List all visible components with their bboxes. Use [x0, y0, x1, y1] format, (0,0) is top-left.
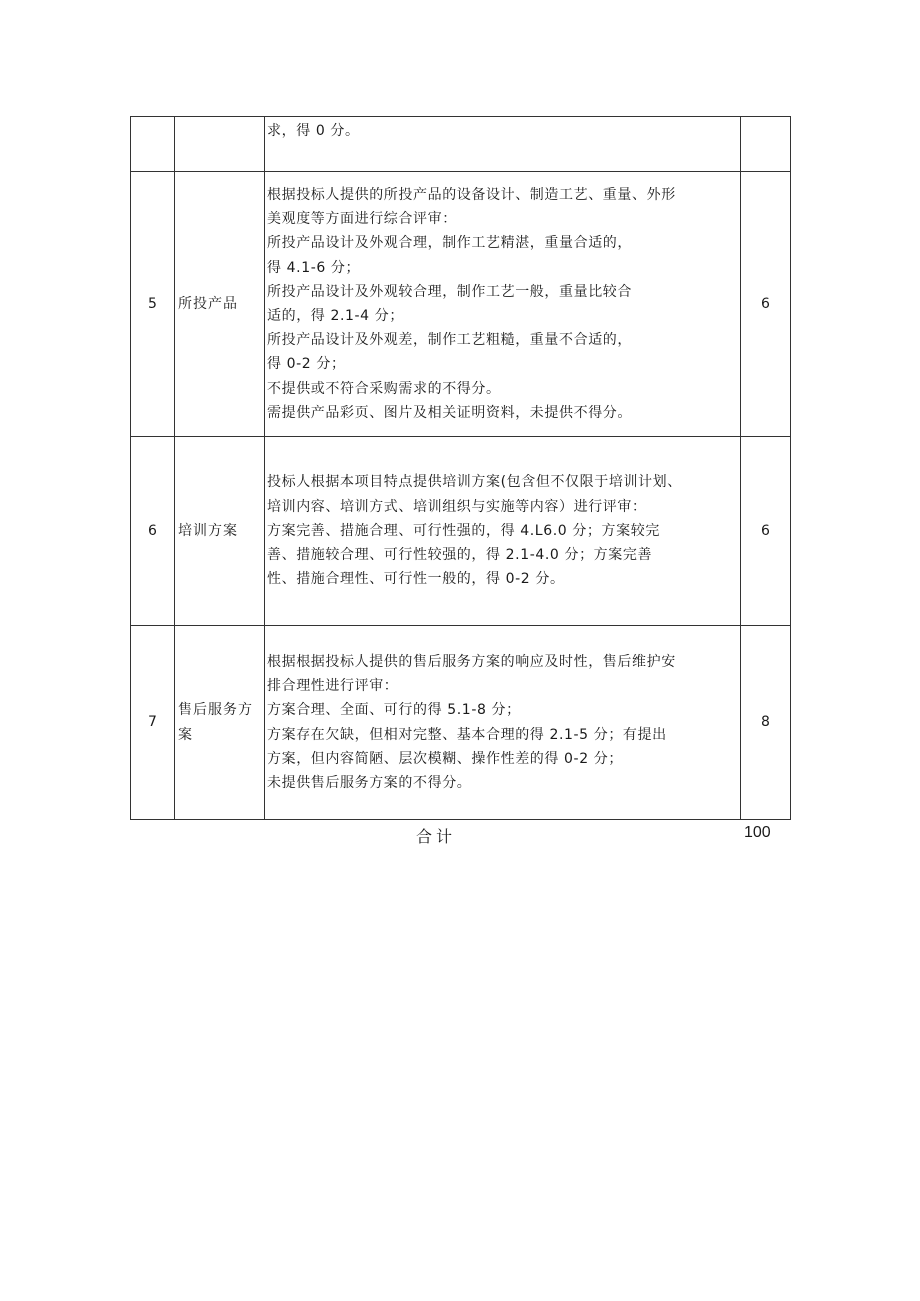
criteria-line: 适的，得 2.1-4 分；	[267, 308, 404, 324]
criteria-line: 方案，但内容简陋、层次模糊、操作性差的得 0-2 分；	[267, 750, 623, 767]
criteria-line: 投标人根据本项目特点提供培训方案(包含但不仅限于培训计划、	[267, 474, 682, 491]
criteria-line: 美观度等方面进行综合评审：	[267, 211, 457, 228]
criteria-line: 需提供产品彩页、图片及相关证明资料，未提供不得分。	[267, 404, 632, 421]
scoring-table	[130, 116, 791, 820]
criteria-line: 方案完善、措施合理、可行性强的，得 4.L6.0 分；方案较完	[267, 522, 660, 539]
total-label: 合计	[416, 827, 457, 846]
criteria-line: 方案合理、全面、可行的得 5.1-8 分；	[267, 702, 521, 719]
row-number	[131, 117, 175, 172]
table-row-7	[131, 626, 791, 820]
row-number: 6	[131, 437, 175, 626]
row-item-name: 所投产品	[175, 172, 265, 437]
criteria-line: 得 0-2 分；	[267, 356, 346, 373]
table-row-continued	[131, 117, 791, 172]
criteria-line: 所投产品设计及外观较合理，制作工艺一般，重量比较合	[267, 283, 632, 300]
row-item-name: 售后服务方案	[175, 626, 265, 820]
row-criteria	[265, 626, 741, 820]
criteria-line: 方案存在欠缺，但相对完整、基本合理的得 2.1-5 分；有提出	[267, 726, 667, 743]
criteria-line: 未提供售后服务方案的不得分。	[267, 774, 472, 791]
row-criteria	[265, 437, 741, 626]
criteria-line: 培训内容、培训方式、培训组织与实施等内容）进行评审：	[267, 498, 647, 515]
criteria-line: 所投产品设计及外观差，制作工艺粗糙，重量不合适的，	[267, 332, 632, 349]
row-score: 6	[741, 437, 791, 626]
criteria-line: 排合理性进行评审：	[267, 678, 399, 695]
row-criteria	[265, 117, 741, 172]
row-item-name: 培训方案	[175, 437, 265, 626]
criteria-line: 性、措施合理性、可行性一般的，得 0-2 分。	[267, 571, 565, 588]
criteria-line: 所投产品设计及外观合理，制作工艺精湛，重量合适的，	[267, 235, 632, 252]
criteria-line: 得 4.1-6 分；	[267, 259, 361, 276]
total-value: 100	[744, 824, 771, 841]
row-score: 6	[741, 172, 791, 437]
row-number: 5	[131, 172, 175, 437]
criteria-line: 不提供或不符合采购需求的不得分。	[267, 380, 501, 397]
row-criteria	[265, 172, 741, 437]
criteria-line: 根据根据投标人提供的售后服务方案的响应及时性，售后维护安	[267, 653, 676, 670]
table-row-6	[131, 437, 791, 626]
row-score: 8	[741, 626, 791, 820]
criteria-line: 根据投标人提供的所投产品的设备设计、制造工艺、重量、外形	[267, 186, 676, 203]
criteria-line: 求，得 0 分。	[267, 123, 360, 139]
table-row-5	[131, 172, 791, 437]
row-score	[741, 117, 791, 172]
criteria-line: 善、措施较合理、可行性较强的，得 2.1-4.0 分；方案完善	[267, 547, 653, 564]
row-number: 7	[131, 626, 175, 820]
row-item-name	[175, 117, 265, 172]
